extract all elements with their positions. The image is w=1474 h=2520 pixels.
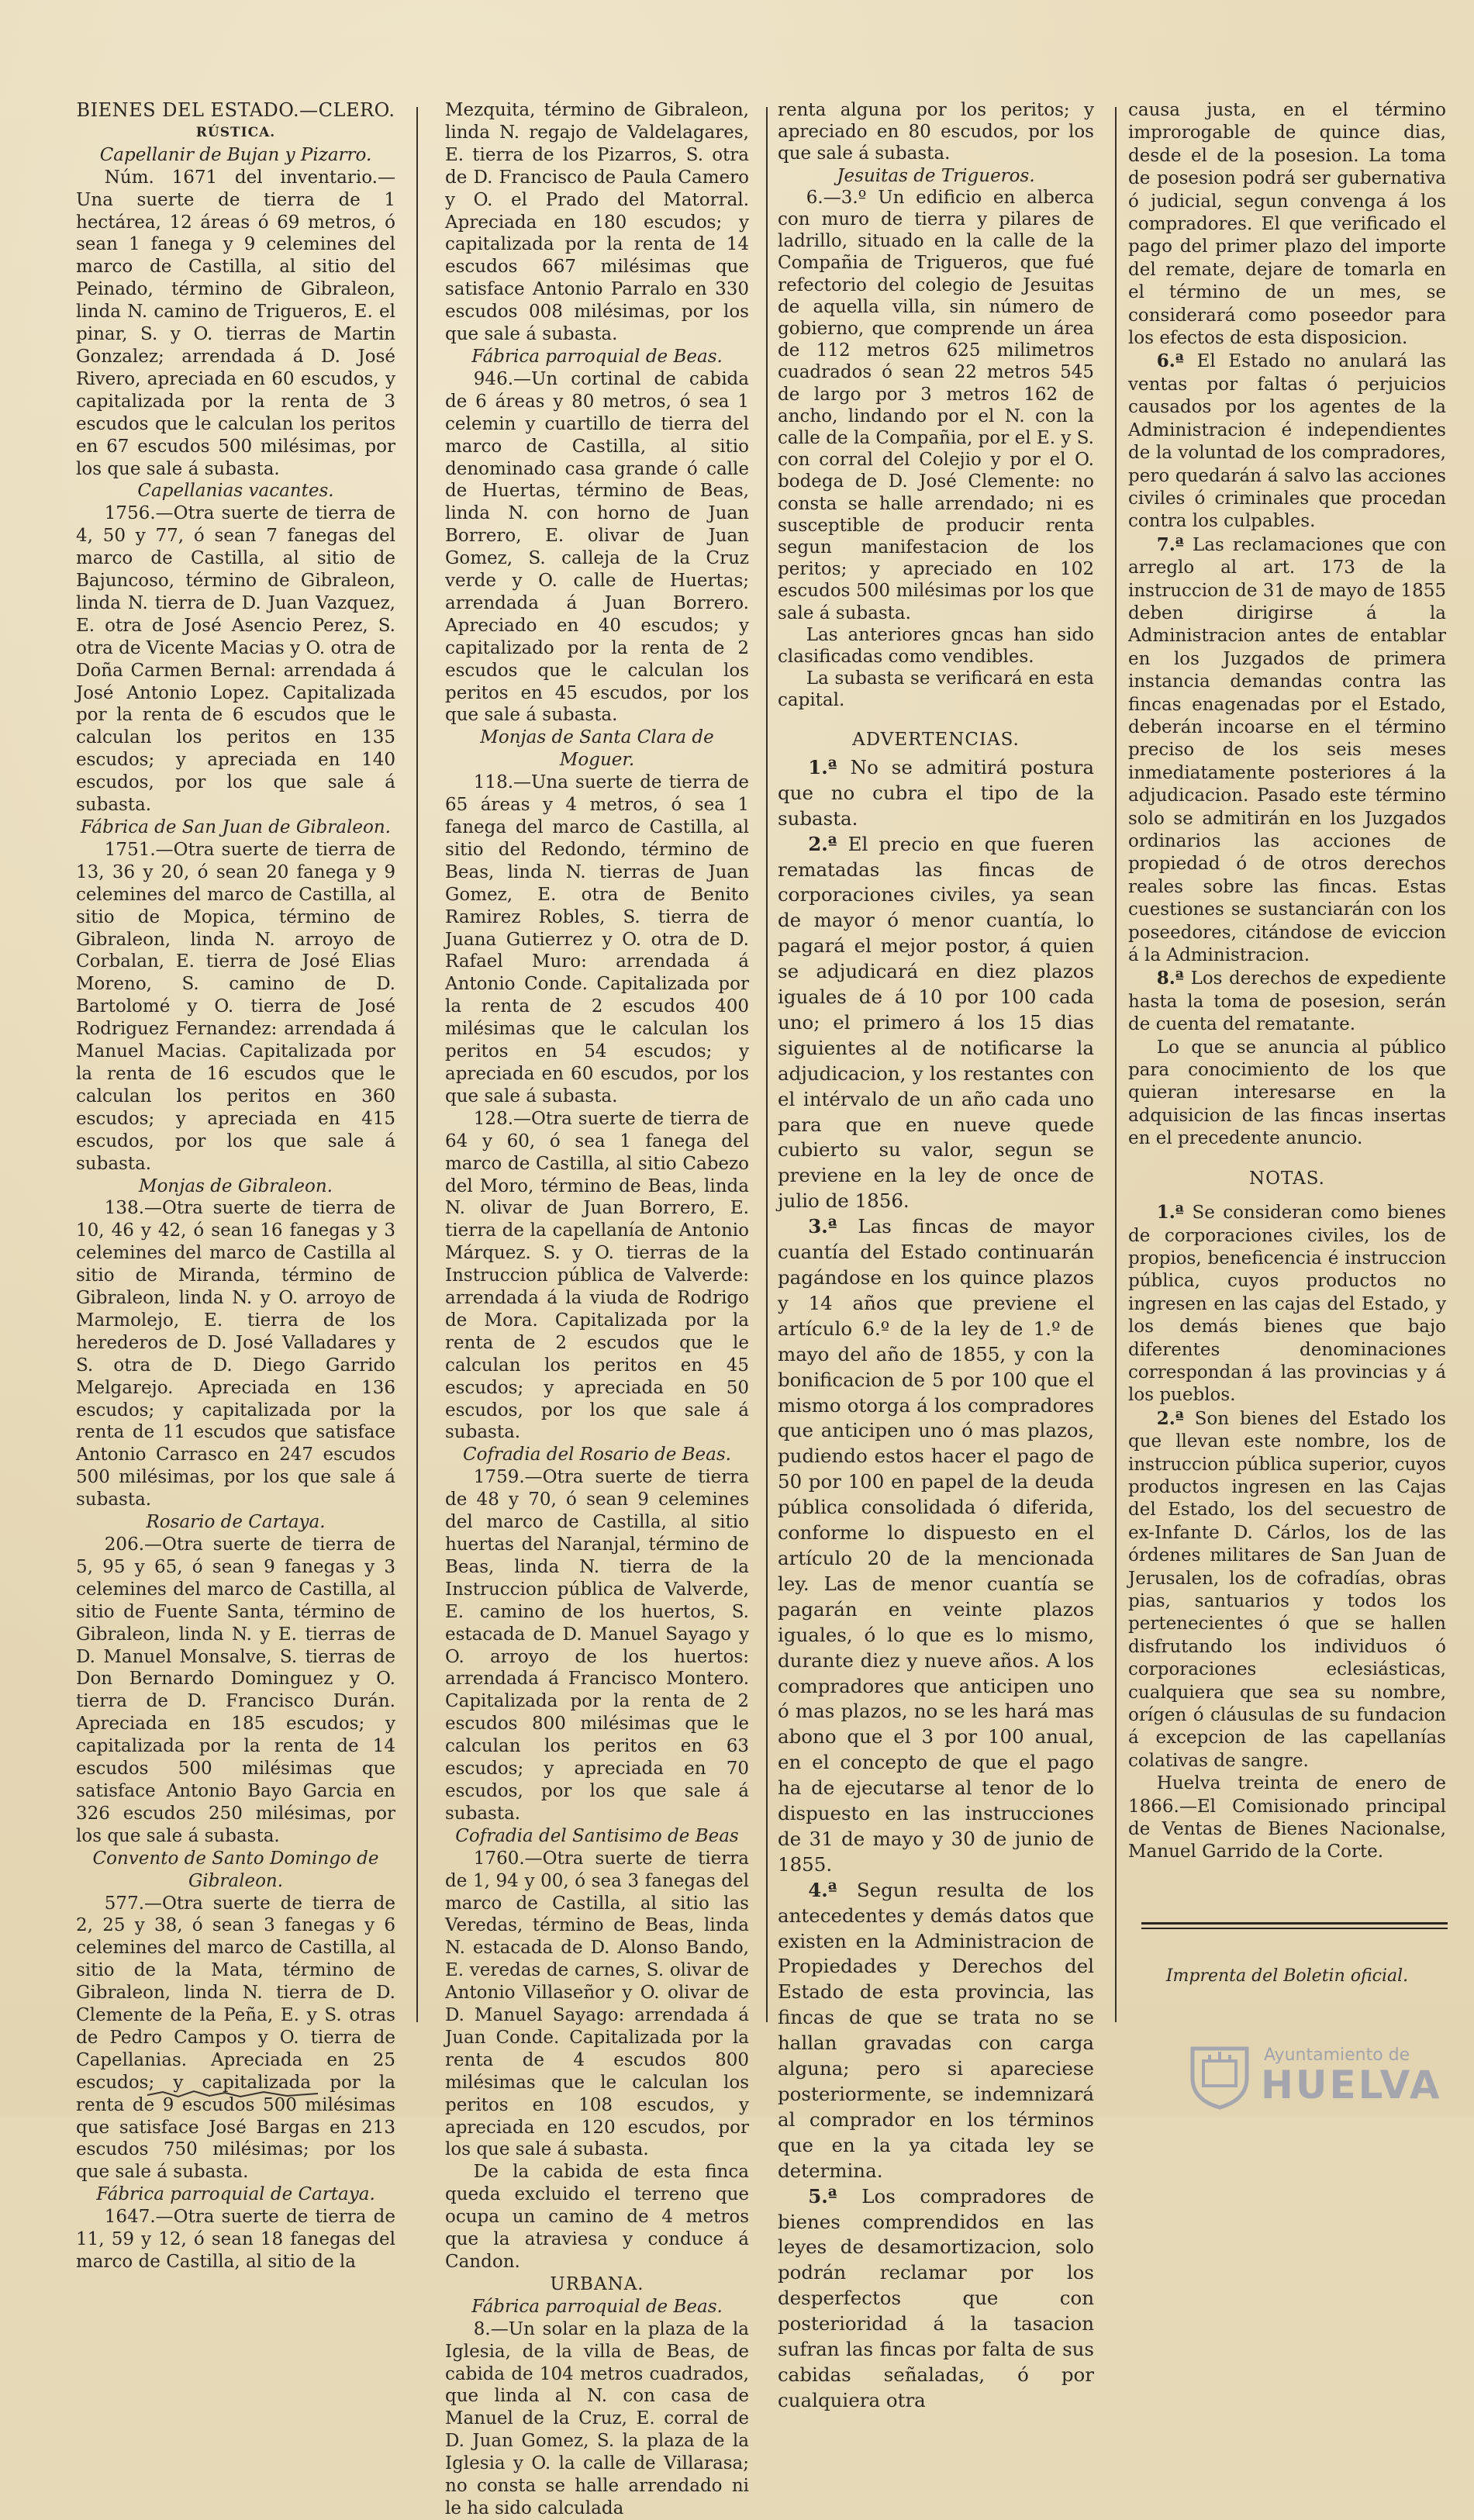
section-title-urbana: URBANA. bbox=[550, 2273, 644, 2294]
listing-entry: 1756.—Otra suerte de tierra de 4, 50 y 77, ó sean 7 fanegas del marco de Castilla, al sitio de Bajuncoso, término de Gibraleon, linda N. tierra de D. Juan Vazquez, E. otra de José Asencio Perez, S. otra de Vicente Macias y O. otra de Doña Carmen Bernal: arrendada á José Antonio Lopez. Capitalizada por la renta de 6 escudos que le calculan los peritos en 135 escudos; y apreciada en 140 escudos, por los que sale á subasta. bbox=[76, 503, 395, 816]
listing-entry: 138.—Otra suerte de tierra de 10, 46 y 42, ó sean 16 fanegas y 3 celemines del marco de Castilla al sitio de Miranda, término de Gibraleon, linda N. y O. arroyo de Marmolejo, E. tierra de los herederos de D. José Valladares y S. otra de D. Diego Garrido Melgarejo. Apreciada en 136 escudos; y capitalizada por la renta de 11 escudos que satisface Antonio Carrasco en 247 escudos 500 milésimas, por los que sale á subasta. bbox=[76, 1198, 395, 1510]
listing-entry: 118.—Una suerte de tierra de 65 áreas y 4 metros, ó sea 1 fanega del marco de Castilla, al sitio del Redondo, término de Beas, linda N. tierras de Juan Gomez, E. otra de Benito Ramirez Robles, S. tierra de Juana Gutierrez y O. otra de D. Rafael Muro: arrendada á Antonio Conde. Capitalizada por la renta de 2 escudos 400 milésimas que le calculan los peritos en 54 escudos; y apreciada en 60 escudos, por los que sale á subasta. bbox=[445, 772, 749, 1106]
section-subtitle: RÚSTICA. bbox=[195, 124, 276, 140]
advertencia-item: 5.ª Los compradores de bienes comprendidos en las leyes de desamortizacion, solo podrán reclamar por los desperfectos que con posterioridad á la tasacion sufran las fincas por falta de sus cabidas señaladas, ó por cualquiera otra bbox=[778, 2184, 1094, 2411]
section-heading: Fábrica de San Juan de Gibraleon. bbox=[81, 817, 391, 837]
section-heading: Convento de Santo Domingo de Gibraleon. bbox=[92, 1848, 379, 1891]
torn-edge-mark bbox=[147, 2087, 318, 2100]
section-heading: Fábrica parroquial de Beas. bbox=[471, 346, 723, 367]
listing-entry: 1760.—Otra suerte de tierra de 1, 94 y 00, ó sea 3 fanegas del marco de Castilla, al sitio las Veredas, término de Beas, linda N. estacada de D. Alonso Bando, E. veredas de carnes, S. olivar de Antonio Villaseñor y O. olivar de D. Manuel Sayago: arrendada á Juan Conde. Capitalizada por la renta de 4 escudos 800 milésimas que le calculan los peritos en 108 escudos, y apreciada en 120 escudos, por los que sale á subasta. bbox=[445, 1848, 749, 2160]
section-heading: Capellanias vacantes. bbox=[137, 481, 334, 502]
nota-item: 1.ª Se consideran como bienes de corporaciones civiles, los de propios, beneficencia é instruccion pública, cuyos productos no ingresen en las cajas del Estado, y los demás bienes que bajo diferentes denominaciones correspondan á las provincias y á los pueblos. bbox=[1128, 1202, 1446, 1406]
listing-entry: 6.—3.º Un edificio en alberca con muro de tierra y pilares de ladrillo, situado en la calle de la Compañia de Trigueros, que fué refectorio del colegio de Jesuitas de aquella villa, sin número de gobierno, que comprende un área de 112 metros 625 milimetros cuadrados ó sean 22 metros 545 de largo por 3 metros 162 de ancho, lindando por el N. con la calle de la Compañia, por el E. y S. con corral del Colejio y por el O. bodega de D. José Clemente: no consta se halle arrendado; ni es susceptible de producir renta segun manifestacion de los peritos; y apreciado en 102 escudos 500 milésimas por los que sale á subasta. bbox=[778, 187, 1094, 623]
section-heading: Cofradia del Santisimo de Beas bbox=[455, 1825, 739, 1846]
column-divider bbox=[766, 107, 768, 2022]
printer-imprint: Imprenta del Boletin oficial. bbox=[1165, 1966, 1409, 1986]
stamp-line-1: Ayuntamiento de bbox=[1264, 2045, 1410, 2065]
section-heading: Cofradia del Rosario de Beas. bbox=[463, 1445, 731, 1465]
listing-entry: Núm. 1671 del inventario.—Una suerte de tierra de 1 hectárea, 12 áreas ó 69 metros, ó sean 1 fanega y 9 celemines del marco de Castilla, al sitio del Peinado, término de Gibraleon, linda N. camino de Trigueros, E. el pinar, S. y O. tierras de Martin Gonzalez; arrendada á D. José Rivero, apreciada en 60 escudos, y capitalizada por la renta de 3 escudos que le calculan los peritos en 67 escudos 500 milésimas, por los que sale á subasta. bbox=[76, 167, 395, 479]
section-heading: Jesuitas de Trigueros. bbox=[837, 165, 1035, 186]
listing-entry: 128.—Otra suerte de tierra de 64 y 60, ó sea 1 fanega del marco de Castilla, al sitio Cabezo del Moro, término de Beas, linda N. olivar de Juan Borrero, E. tierra de la capellanía de Antonio Márquez. S. y O. tierras de la Instruccion pública de Valverde: arrendada á la viuda de Rodrigo de Mora. Capitalizada por la renta de 2 escudos que le calculan los peritos en 45 escudos; y apreciada en 50 escudos, por los que sale á subasta. bbox=[445, 1108, 749, 1443]
section-heading: Monjas de Gibraleon. bbox=[139, 1175, 333, 1196]
archive-watermark-stamp bbox=[1186, 2039, 1450, 2109]
listing-entry: 1647.—Otra suerte de tierra de 11, 59 y 12, ó sean 18 fanegas del marco de Castilla, al sitio de la bbox=[76, 2207, 395, 2272]
double-rule-divider bbox=[1141, 1922, 1448, 1929]
column-3 bbox=[778, 99, 1094, 2411]
column-2 bbox=[445, 99, 749, 2518]
column-1 bbox=[76, 99, 395, 2272]
advertencia-continuation: causa justa, en el término improrogable de quince dias, desde el de la posesion. La toma de posesion podrá ser gubernativa ó judicial, segun convenga á los compradores. El que verificado el pago del primer plazo del importe del remate, dejare de tomarla en el término de un mes, se considerará como poseedor para los efectos de esta disposicion. bbox=[1128, 100, 1446, 349]
listing-entry: 577.—Otra suerte de tierra de 2, 25 y 38, ó sean 3 fanegas y 6 celemines del marco de Castilla, al sitio de la Mata, término de Gibraleon, linda N. tierra de D. Clemente de la Peña, E. y S. otras de Pedro Campos y O. tierra de Capellanias. Apreciada en 25 escudos; y capitalizada por la renta de 9 escudos 500 milésimas que satisface José Bargas en 213 escudos 750 milésimas; por los que sale á subasta. bbox=[76, 1893, 395, 2183]
section-heading: Fábrica parroquial de Cartaya. bbox=[96, 2184, 375, 2205]
advertencia-item: 4.ª Segun resulta de los antecedentes y demás datos que existen en la Administracion de Propiedades y Derechos del Estado de esta provincia, las fincas de que se trata no se hallan gravadas con carga alguna; pero si apareciese posteriormente, se indemnizará al comprador en los términos que en la ya citada ley se determina. bbox=[778, 1878, 1094, 2182]
announcement-closing: Lo que se anuncia al público para conocimiento de los que quieran interesarse en la adquisicion de las fincas insertas en el precedente anuncio. bbox=[1128, 1037, 1446, 1149]
coat-of-arms-icon bbox=[1186, 2044, 1253, 2109]
advertencia-item: 2.ª El precio en que fueren rematadas las fincas de corporaciones civiles, ya sean de mayor ó menor cuantía, lo pagará el mejor postor, á quien se adjudicará en diez plazos iguales de á 10 por 100 cada uno; el primero á los 15 dias siguientes al de notificarse la adjudicacion, y los restantes con el intérvalo de un año cada uno para que en nueve quede cubierto su valor, segun se previene en la ley de once de julio de 1856. bbox=[778, 832, 1094, 1213]
advertencia-item: 6.ª El Estado no anulará las ventas por faltas ó perjuicios causados por los agentes de la Administracion é independientes de la voluntad de los compradores, pero quedarán á salvo las acciones civiles ó criminales que procedan contra los culpables. bbox=[1128, 350, 1447, 532]
notas-heading: NOTAS. bbox=[1249, 1168, 1325, 1189]
listing-note: La subasta se verificará en esta capital. bbox=[778, 668, 1094, 711]
section-heading: Monjas de Santa Clara de Moguer. bbox=[480, 727, 714, 771]
column-divider bbox=[416, 107, 418, 2022]
stamp-line-2: HUELVA bbox=[1261, 2063, 1442, 2107]
advertencia-item: 7.ª Las reclamaciones que con arreglo al art. 173 de la instruccion de 31 de mayo de 1855 deben dirigirse á la Administracion antes de entablar en los Juzgados de primera instancia demandas contra las fincas enagenadas por el Estado, deberán incoarse en el término preciso de los seis meses inmediatamente posteriores á la adjudicacion. Pasado este término solo se admitirán en los Juzgados ordinarios las acciones de propiedad ó de otros derechos reales sobre las fincas. Estas cuestiones se sustanciarán con los poseedores, citándose de eviccion á la Administracion. bbox=[1128, 533, 1446, 966]
listing-entry: 8.—Un solar en la plaza de la Iglesia, de la villa de Beas, de cabida de 104 metros cuadrados, que linda al N. con casa de Manuel de la Cruz, E. corral de D. Juan Gomez, S. la plaza de la Iglesia y O. la calle de Villarasa; no consta se halle arrendado ni le ha sido calculada bbox=[445, 2318, 749, 2518]
nota-item: 2.ª Son bienes del Estado los que llevan este nombre, los de instruccion pública superior, cuyos productos ingresen en las Cajas del Estado, los del secuestro de ex-Infante D. Cárlos, los de las órdenes militares de San Juan de Jerusalen, los de cofradías, obras pias, santuarios y todos los pertenecientes ó que se hallen disfrutando los individuos ó corporaciones eclesiásticas, cualquiera que sea su nombre, orígen ó cláusulas de su fundacion á excepcion de las capellanías colativas de sangre. bbox=[1128, 1407, 1446, 1771]
advertencia-item: 1.ª No se admitirá postura que no cubra el tipo de la subasta. bbox=[778, 755, 1094, 830]
listing-entry: Mezquita, término de Gibraleon, linda N. regajo de Valdelagares, E. tierra de los Pizarros, S. otra de D. Francisco de Paula Camero y O. el Prado del Matorral. Apreciada en 180 escudos; y capitalizada por la renta de 14 escudos 667 milésimas que satisface Antonio Parralo en 330 escudos 008 milésimas, por los que sale á subasta. bbox=[445, 100, 749, 345]
signature-block: Huelva treinta de enero de 1866.—El Comisionado principal de Ventas de Bienes Nacionalse, Manuel Garrido de la Corte. bbox=[1128, 1773, 1446, 1862]
listing-entry: 1751.—Otra suerte de tierra de 13, 36 y 20, ó sean 20 fanega y 9 celemines del marco de Castilla, al sitio de Mopica, término de Gibraleon, linda N. arroyo de Corbalan, E. tierra de José Elias Moreno, S. camino de D. Bartolomé y O. tierra de José Rodriguez Fernandez: arrendada á Manuel Macias. Capitalizada por la renta de 16 escudos que le calculan los peritos en 360 escudos; y apreciada en 415 escudos, por los que sale á subasta. bbox=[76, 839, 395, 1174]
listing-entry: 206.—Otra suerte de tierra de 5, 95 y 65, ó sean 9 fanegas y 3 celemines del marco de Castilla, al sitio de Fuente Santa, término de Gibraleon, linda N. y E. tierras de D. Manuel Monsalve, S. tierras de Don Bernardo Dominguez y O. tierra de D. Francisco Durán. Apreciada en 185 escudos; y capitalizada por la renta de 14 escudos 500 milésimas que satisface Antonio Bayo Garcia en 326 escudos 250 milésimas, por los que sale á subasta. bbox=[76, 1534, 395, 1846]
section-heading: Capellanir de Bujan y Pizarro. bbox=[99, 144, 372, 165]
section-heading: Fábrica parroquial de Beas. bbox=[471, 2296, 723, 2317]
listing-entry: 946.—Un cortinal de cabida de 6 áreas y 80 metros, ó sea 1 celemin y cuartillo de tierra del marco de Castilla, al sitio denominado casa grande ó calle de Huertas, término de Beas, linda N. con horno de Juan Borrero, E. olivar de Juan Gomez, S. calleja de la Cruz verde y O. calle de Huertas; arrendada á Juan Borrero. Apreciado en 40 escudos; y capitalizado por la renta de 2 escudos que le calculan los peritos en 45 escudos, por los que sale á subasta. bbox=[445, 368, 749, 726]
listing-entry: renta alguna por los peritos; y apreciado en 80 escudos, por los que sale á subasta. bbox=[778, 100, 1094, 164]
listing-note: De la cabida de esta finca queda excluido el terreno que ocupa un camino de 4 metros que la atraviesa y conduce á Candon. bbox=[445, 2162, 749, 2272]
column-4 bbox=[1128, 99, 1446, 2100]
advertencia-item: 8.ª Los derechos de expediente hasta la toma de posesion, serán de cuenta del rematante. bbox=[1128, 968, 1446, 1035]
listing-note: Las anteriores gncas han sido clasificadas como vendibles. bbox=[778, 624, 1094, 668]
listing-entry: 1759.—Otra suerte de tierra de 48 y 70, ó sean 9 celemines del marco de Castilla, al sitio huertas del Naranjal, término de Beas, linda N. tierra de la Instruccion pública de Valverde, E. camino de los huertos, S. estacada de D. Manuel Sayago y O. arroyo de los huertos: arrendada á Francisco Montero. Capitalizada por la renta de 2 escudos 800 milésimas que le calculan los peritos en 63 escudos; y apreciada en 70 escudos, por los que sale á subasta. bbox=[445, 1467, 749, 1824]
section-heading: Rosario de Cartaya. bbox=[146, 1512, 326, 1533]
advertencia-item: 3.ª Las fincas de mayor cuantía del Estado continuarán pagándose en los quince plazos y 14 años que previene el artículo 6.º de la ley de 1.º de mayo del año de 1855, y con la bonificacion de 5 por 100 que el mismo otorga á los compradores que anticipen uno ó mas plazos, pudiendo estos hacer el pago de 50 por 100 en papel de la deuda pública consolidada ó diferida, conforme lo dispuesto en el artículo 20 de la mencionada ley. Las de menor cuantía se pagarán en veinte plazos iguales, ó lo que es lo mismo, durante diez y nueve años. A los compradores que anticipen uno ó mas plazos, no se les hará mas abono que el 3 por 100 anual, en el concepto de que el pago ha de ejecutarse al tenor de lo dispuesto en las instrucciones de 31 de mayo y 30 de junio de 1855. bbox=[778, 1215, 1094, 1876]
column-divider bbox=[1115, 107, 1117, 2022]
advertencias-heading: ADVERTENCIAS. bbox=[852, 729, 1020, 750]
page-title: BIENES DEL ESTADO.—CLERO. bbox=[76, 99, 395, 121]
